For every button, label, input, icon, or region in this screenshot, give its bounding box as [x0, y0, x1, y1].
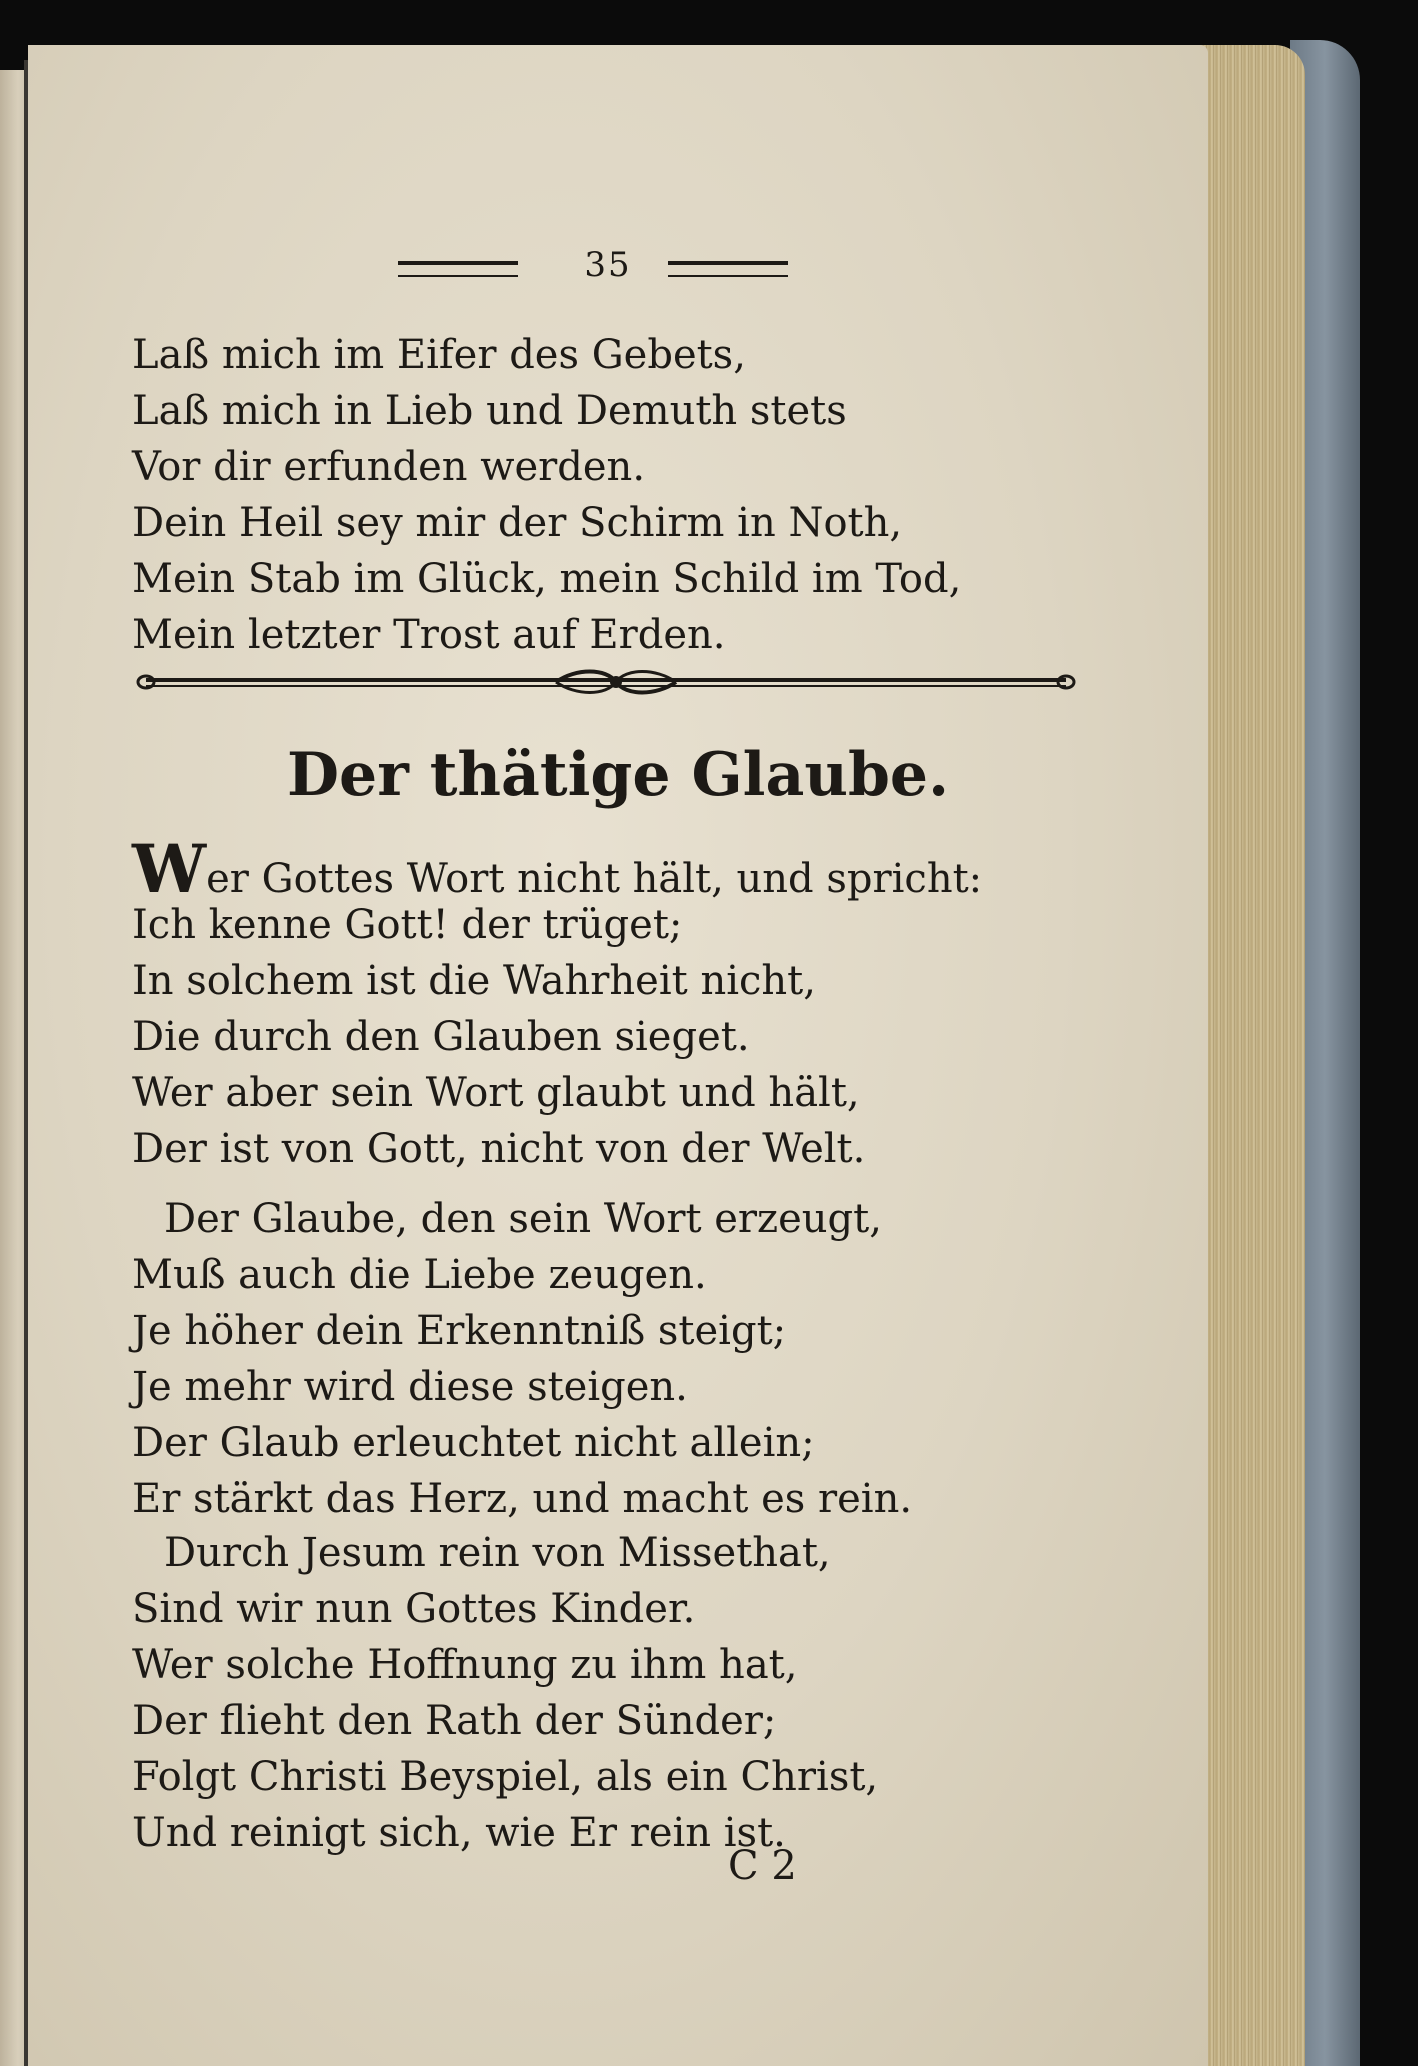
book-page: [28, 45, 1208, 2066]
page-stack-edges: [1200, 45, 1305, 2066]
verse-line-rest: er Gottes Wort nicht hält, und spricht:: [206, 856, 983, 902]
verse-line: Ich kenne Gott! der trüget;: [132, 902, 683, 948]
verse-line: Dein Heil sey mir der Schirm in Noth,: [132, 500, 903, 546]
stanza-1: [132, 830, 1132, 1177]
stanza-3: [132, 1525, 1132, 1861]
verse-line: Wer solche Hoffnung zu ihm hat,: [132, 1642, 798, 1688]
verse-line: Mein Stab im Glück, mein Schild im Tod,: [132, 556, 962, 602]
verse-line: Folgt Christi Beyspiel, als ein Christ,: [132, 1754, 879, 1800]
verse-line: Vor dir erfunden werden.: [132, 444, 646, 490]
verse-line: Mein letzter Trost auf Erden.: [132, 612, 726, 658]
stanza-2: [132, 1191, 1132, 1527]
verse-line: Er stärkt das Herz, und macht es rein.: [132, 1476, 913, 1522]
signature-mark: C 2: [728, 1843, 797, 1889]
ornamental-divider: [136, 668, 1076, 698]
verse-line: Laß mich in Lieb und Demuth stets: [132, 388, 847, 434]
stanza-continued: [132, 327, 1132, 663]
verse-line: Der ist von Gott, nicht von der Welt.: [132, 1126, 866, 1172]
verse-line: Der Glaube, den sein Wort erzeugt,: [164, 1196, 882, 1242]
running-header: [28, 245, 1208, 285]
verse-line: Laß mich im Eifer des Gebets,: [132, 332, 746, 378]
verse-line: Durch Jesum rein von Missethat,: [164, 1530, 831, 1576]
drop-initial: W: [132, 830, 207, 908]
verse-line: Muß auch die Liebe zeugen.: [132, 1252, 707, 1298]
verse-line: Je mehr wird diese steigen.: [132, 1364, 688, 1410]
header-rule-right: [668, 261, 788, 277]
verse-line: Die durch den Glauben sieget.: [132, 1014, 750, 1060]
verse-line: Der flieht den Rath der Sünder;: [132, 1698, 777, 1744]
verse-line: In solchem ist die Wahrheit nicht,: [132, 958, 816, 1004]
verse-line: Je höher dein Erkenntniß steigt;: [132, 1308, 787, 1354]
header-rule-left: [398, 261, 518, 277]
verse-line: Der Glaub erleuchtet nicht allein;: [132, 1420, 815, 1466]
verse-line: Sind wir nun Gottes Kinder.: [132, 1586, 696, 1632]
verse-line: Wer aber sein Wort glaubt und hält,: [132, 1070, 860, 1116]
verse-line: Und reinigt sich, wie Er rein ist.: [132, 1810, 786, 1856]
verse-line-first: [132, 830, 1132, 908]
page-number: 35: [584, 245, 632, 285]
poem-title: Der thätige Glaube.: [287, 740, 949, 810]
